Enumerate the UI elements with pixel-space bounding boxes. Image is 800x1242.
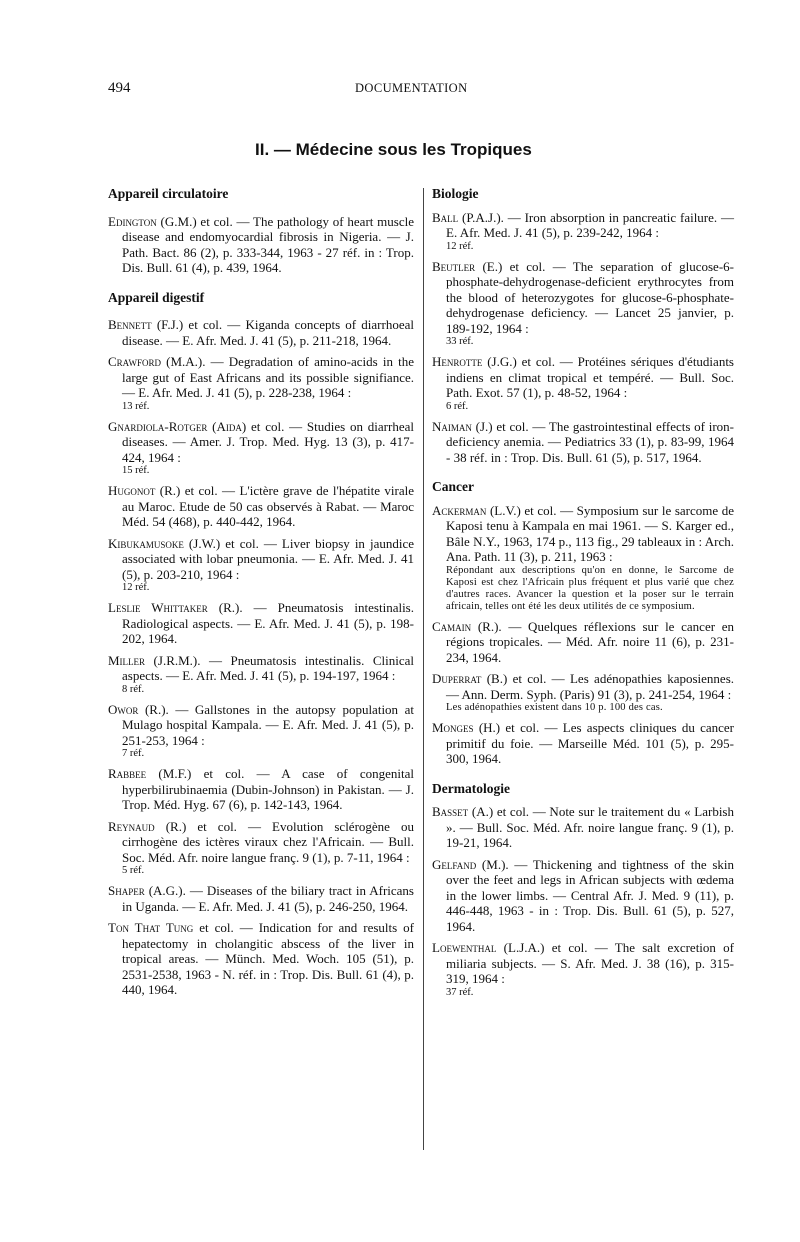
left-column (108, 186, 414, 1004)
bibliography-entry (108, 702, 414, 761)
entry-citation: — Pneumatosis intestinalis. Clinical aspects. — E. Afr. Med. J. 41 (5), p. 194-197, 1964 : (122, 652, 415, 683)
bibliography-entry (108, 653, 414, 696)
entry-citation: et col. — Note sur le traitement du « Larbish ». — Bull. Soc. Méd. Afr. noire langue franç. 9 (1), p. 19-21, 1964. (446, 804, 734, 850)
bibliography-entry (108, 766, 414, 813)
entry-note: Les adénopathies existent dans 10 p. 100 des cas. (446, 702, 663, 713)
bibliography-entry (432, 857, 734, 935)
entry-author: Duperrat (B.) (432, 671, 508, 686)
entry-author: Shaper (A.G.). (108, 883, 186, 898)
entry-author: Gnardiola-Rotger (Aida) (108, 418, 247, 434)
entry-reference-count: 13 réf. (122, 400, 150, 412)
bibliography-entry (108, 883, 414, 914)
bibliography-entry (432, 804, 734, 851)
section-heading: Cancer (432, 479, 474, 494)
entry-citation: et col. — Studies on diarrheal diseases. — Amer. J. Trop. Med. Hyg. 13 (3), p. 417-424, 1964 : (122, 418, 414, 465)
entry-citation: et col. — Indication for and results of hepatectomy in cholangitic abscess of the liver in tropical areas. — Münch. Med. Woch. 105 (51), p. 2531-2538, 1963 - N. réf. in : Trop. Dis. Bull. 61 (4), p. 440, 1964. (122, 920, 414, 997)
entry-reference-count: 8 réf. (122, 683, 145, 695)
entry-author: Kibukamusoke (J.W.) (108, 535, 221, 551)
section-heading: Biologie (432, 186, 479, 201)
entry-author: Bennett (F.J.) (108, 317, 184, 332)
entry-citation: et col. — Protéines sériques d'étudiants indiens en climat tropical et tempéré. — Bull. Soc. Path. Exot. 57 (1), p. 48-52, 1964 : (446, 354, 734, 400)
bibliography-entry (108, 214, 414, 276)
entry-author: Owor (R.). (108, 701, 169, 717)
bibliography-entry (108, 920, 414, 998)
entry-reference-count: 6 réf. (446, 400, 469, 412)
right-column (432, 186, 734, 1005)
entry-reference-count: 7 réf. (122, 748, 145, 759)
running-head: DOCUMENTATION (355, 81, 468, 95)
entry-author: Loewenthal (L.J.A.) (432, 940, 545, 955)
entry-citation: — Gallstones in the autopsy population at Mulago hospital Kampala. — E. Afr. Med. J. 41 (5), p. 251-253, 1964 : (122, 701, 414, 748)
entry-author: Rabbee (M.F.) (108, 766, 192, 781)
section-heading: Appareil digestif (108, 289, 205, 305)
entry-author: Ackerman (L.V.) (432, 502, 521, 518)
entry-reference-count: 15 réf. (122, 465, 150, 476)
bibliography-entry (108, 536, 414, 595)
entry-citation: — Degradation of amino-acids in the large gut of East Africans and its possible signifiance. — E. Afr. Med. J. 41 (5), p. 228-238, 1964 : (122, 354, 415, 400)
entry-reference-count: 12 réf. (122, 582, 150, 593)
entry-citation: et col. — A case of congenital hyperbilirubinaemia (Dubin-Johnson) in Pakistan. — J. Trop. Méd. Hyg. 67 (6), p. 142-143, 1964. (122, 766, 415, 812)
page-number: 494 (108, 80, 131, 96)
entry-reference-count: 37 réf. (446, 986, 474, 998)
bibliography-entry (432, 671, 734, 714)
entry-citation: et col. — The gastrointestinal effects of iron-deficiency anemia. — Pediatrics 33 (1), p. 83-99, 1964 - 38 réf. in : Trop. Dis. Bull. 61 (5), p. 517, 1964. (446, 418, 735, 465)
bibliography-entry (432, 354, 734, 413)
entry-citation: et col. — Les adénopathies kaposiennes. — Ann. Derm. Syph. (Paris) 91 (3), p. 241-254, 1964 : (446, 671, 734, 702)
entry-citation: et col. — The pathology of heart muscle disease and endomyocardial fibrosis in Nigeria. — J. Path. Bact. 86 (2), p. 333-344, 1963 - 27 réf. in : Trop. Dis. Bull. 61 (4), p. 439, 1964. (122, 213, 414, 275)
entry-reference-count: 5 réf. (122, 865, 145, 876)
entry-citation: — Iron absorption in pancreatic failure. — E. Afr. Med. J. 41 (5), p. 239-242, 1964 : (446, 209, 734, 240)
entry-author: Leslie Whittaker (R.). (108, 600, 243, 615)
entry-citation: — Diseases of the biliary tract in Africans in Uganda. — E. Afr. Med. J. 41 (5), p. 246-250, 1964. (122, 883, 414, 914)
bibliography-entry (108, 317, 414, 348)
bibliography-entry (108, 354, 414, 413)
entry-note: Répondant aux descriptions qu'on en donne, le Sarcome de Kaposi est chez l'Africain plus fréquent et plus varié que chez d'autres races. Avancer la question et la poser sur le terrain africain, telles ont été les deux utilités de ce symposium. (446, 564, 734, 612)
bibliography-entry (432, 940, 734, 999)
entry-author: Ball (P.A.J.). (432, 209, 504, 225)
entry-citation: et col. — The salt excretion of miliaria subjects. — S. Afr. Med. J. 38 (16), p. 315-319, 1964 : (446, 940, 734, 986)
entry-author: Hugonot (R.) (108, 483, 181, 498)
entry-author: Reynaud (R.) (108, 818, 187, 834)
entry-reference-count: 33 réf. (446, 336, 474, 347)
section-title: II. — Médecine sous les Tropiques (255, 140, 532, 159)
section-heading: Dermatologie (432, 780, 510, 796)
bibliography-entry (108, 419, 414, 478)
bibliography-entry (432, 259, 734, 349)
entry-author: Ton That Tung (108, 920, 194, 935)
bibliography-entry (108, 483, 414, 530)
bibliography-entry (432, 720, 734, 767)
entry-citation: et col. — L'ictère grave de l'hépatite virale au Maroc. Etude de 50 cas observés à Rabat. — Maroc Méd. 54 (468), p. 440-442, 1964. (122, 483, 414, 529)
entry-author: Crawford (M.A.). (108, 354, 206, 369)
entry-citation: — Pneumatosis intestinalis. Radiological aspects. — E. Afr. Med. J. 41 (5), p. 198-202, 1964. (122, 600, 414, 646)
entry-citation: et col. — The separation of glucose-6-phosphate-dehydrogenase-deficient erythrocytes from the blood of heterozygotes for glucose-6-phosphate-dehydrogenase deficiency. — Lancet 25 janvier, p. 189-192, 1964 : (446, 258, 734, 336)
entry-citation: — Quelques réflexions sur le cancer en régions tropicales. — Méd. Afr. noire 11 (6), p. 231-234, 1964. (446, 618, 735, 665)
entry-reference-count: 12 réf. (446, 240, 474, 252)
bibliography-entry (108, 819, 414, 878)
entry-author: Gelfand (M.). (432, 856, 509, 872)
entry-citation: et col. — Kiganda concepts of diarrhoeal disease. — E. Afr. Med. J. 41 (5), p. 211-218, 1964. (122, 317, 414, 348)
entry-author: Camain (R.). (432, 618, 502, 634)
section-heading: Appareil circulatoire (108, 186, 229, 201)
bibliography-entry (432, 619, 734, 666)
entry-author: Edington (G.M.) (108, 213, 197, 229)
entry-author: Beutler (E.) (432, 258, 503, 274)
entry-citation: et col. — Les aspects cliniques du cancer primitif du foie. — Marseille Méd. 101 (5), p. 295-300, 1964. (446, 720, 735, 766)
bibliography-entry (432, 210, 734, 253)
entry-author: Monges (H.) (432, 720, 501, 735)
entry-citation: et col. — Symposium sur le sarcome de Kaposi tenu à Kampala en mai 1961. — S. Karger ed., Bâle N.Y., 1963, 174 p., 113 fig., 29 tableaux in : Arch. Ana. Path. 11 (3), p. 211, 1963 : (446, 502, 734, 564)
bibliography-entry (432, 419, 734, 466)
entry-author: Naiman (J.) (432, 418, 493, 434)
entry-citation: et col. — Evolution sclérogène ou cirrhogène des ictères viraux chez l'Africain. — Bull. Soc. Méd. Afr. noire langue franç. 9 (1), p. 7-11, 1964 : (122, 818, 415, 865)
entry-citation: — Thickening and tightness of the skin over the feet and legs in African subjects with œdema in the lower limbs. — Central Afr. J. Med. 9 (11), p. 446-448, 1963 - in : Trop. Dis. Bull. 61 (5), p. 527, 1964. (446, 856, 734, 934)
bibliography-entry (108, 600, 414, 647)
entry-author: Henrotte (J.G.) (432, 354, 517, 369)
column-divider (423, 188, 424, 1150)
entry-author: Basset (A.) (432, 804, 494, 819)
entry-citation: et col. — Liver biopsy in jaundice associated with lobar pneumonia. — E. Afr. Med. J. 41 (5), p. 203-210, 1964 : (122, 535, 415, 582)
entry-author: Miller (J.R.M.). (108, 652, 201, 668)
bibliography-entry (432, 503, 734, 613)
